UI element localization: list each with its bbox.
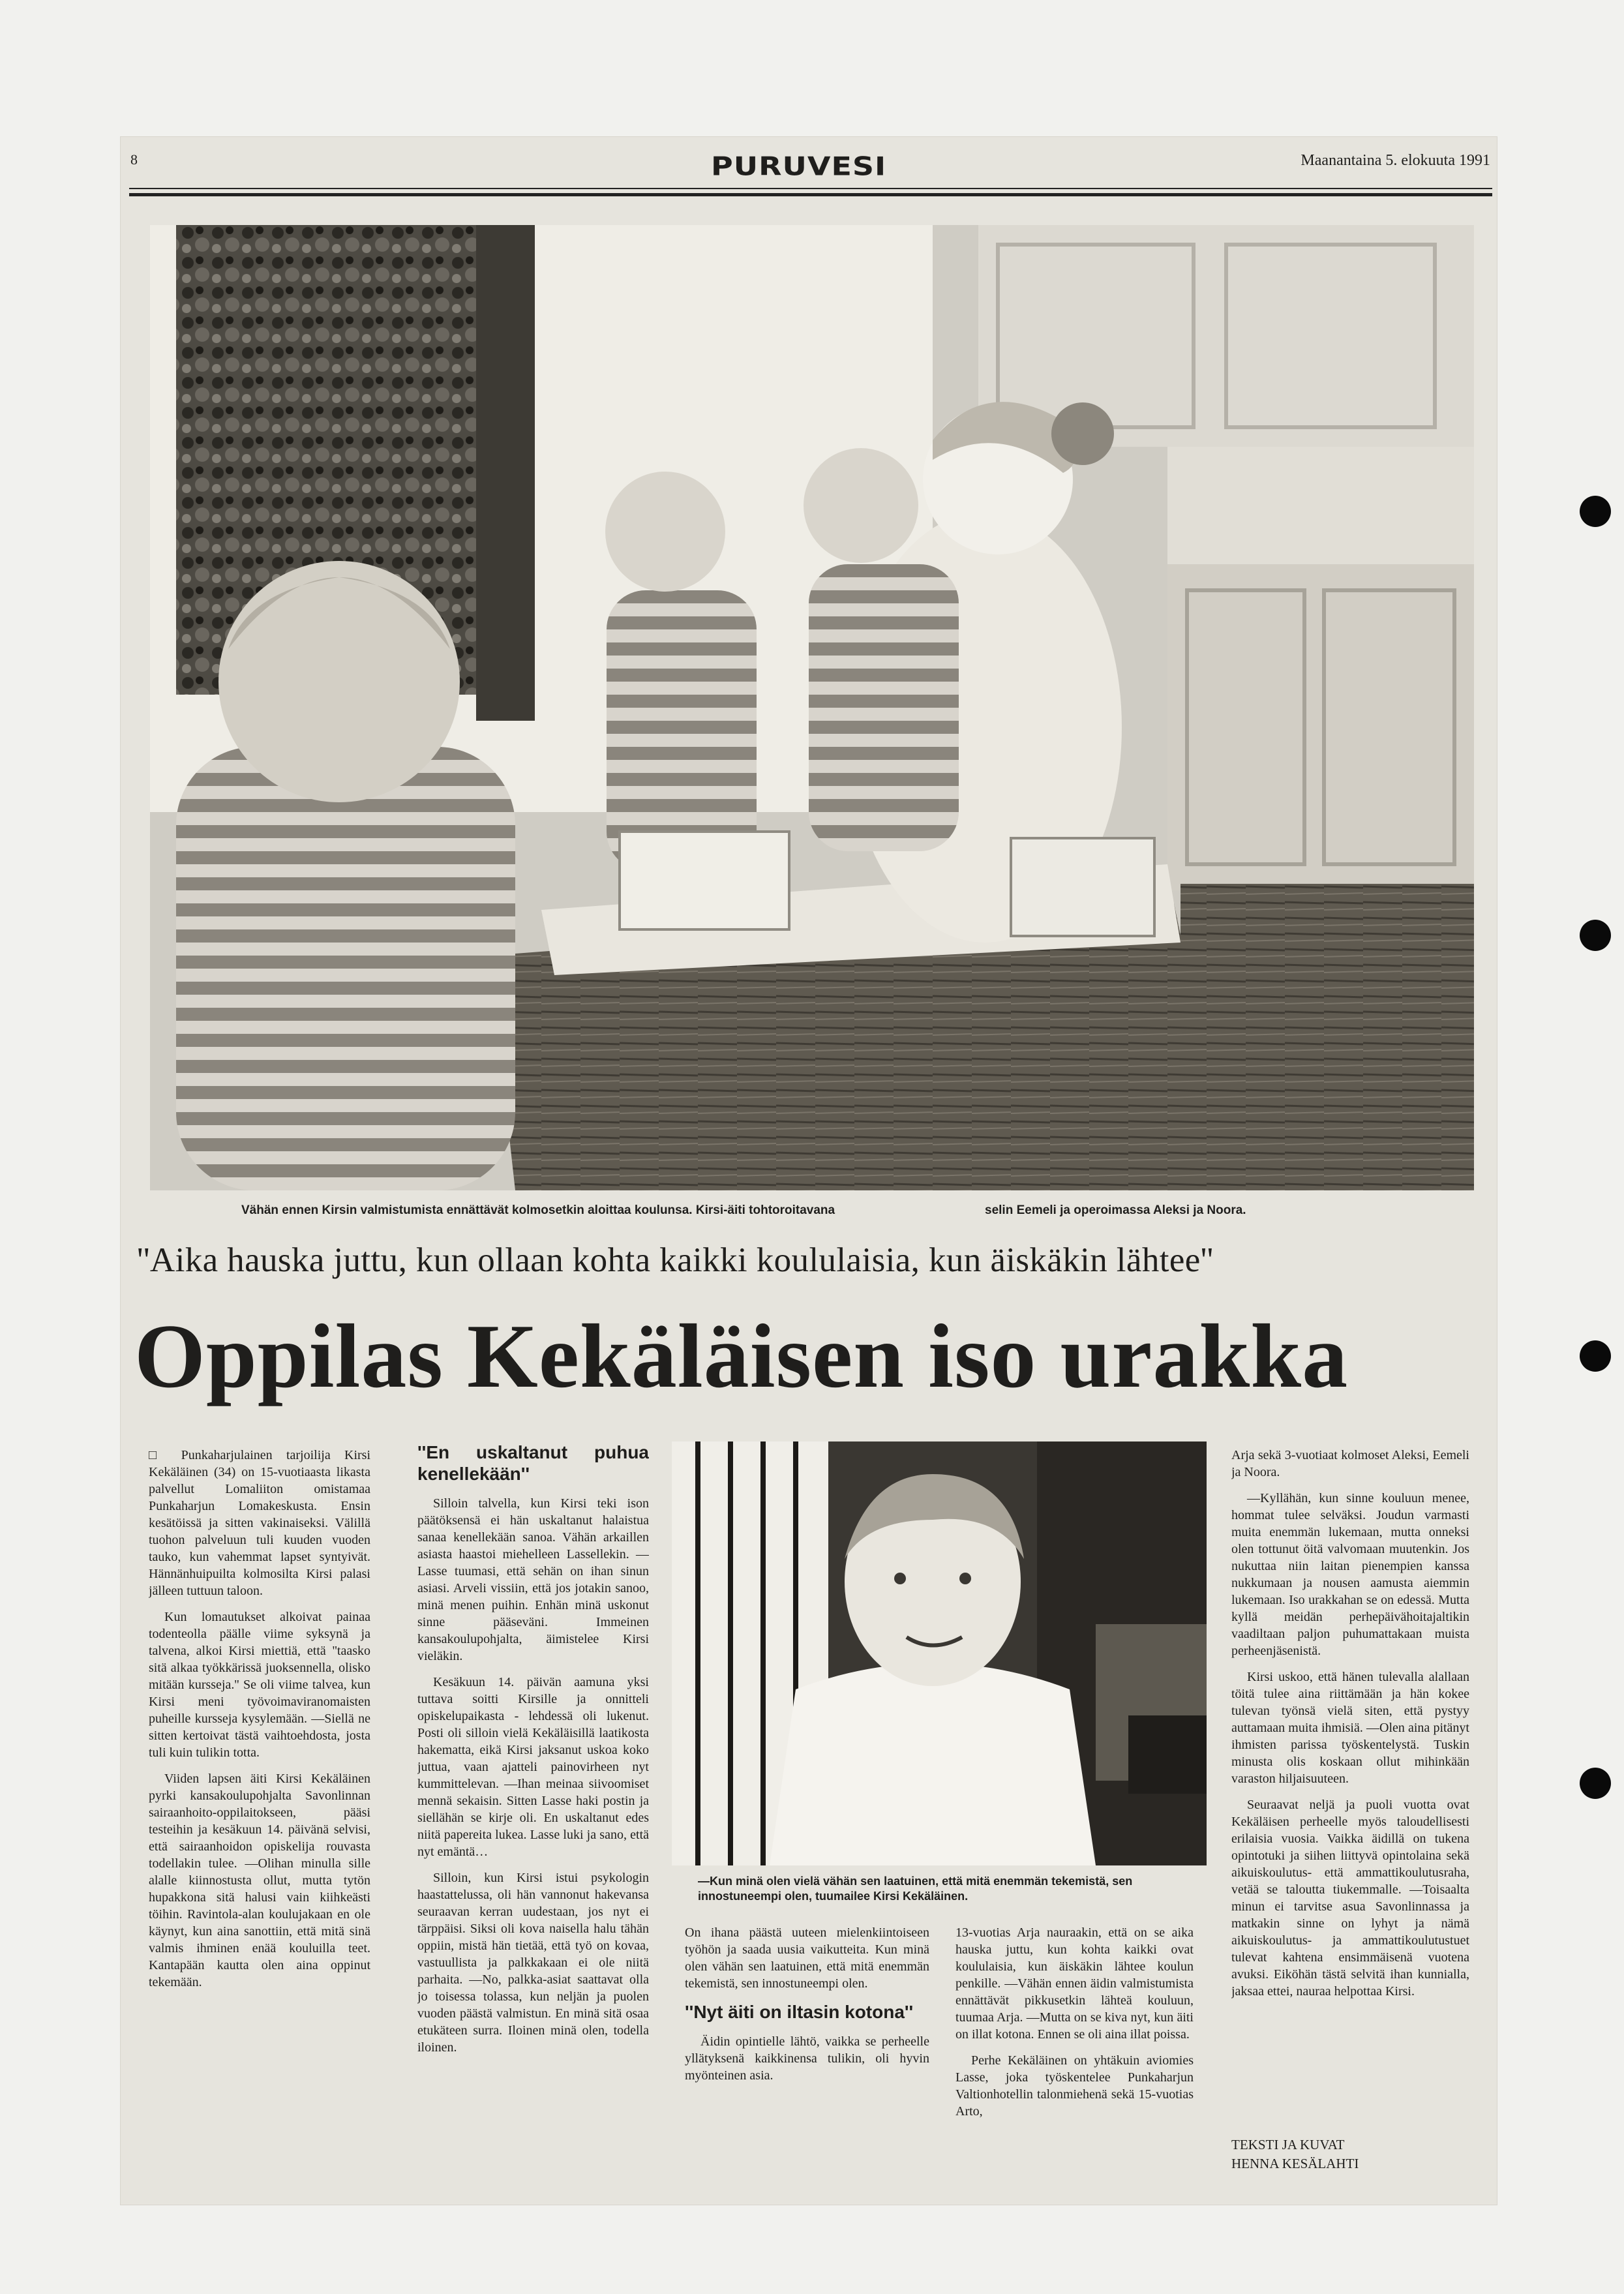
- credit-line: TEKSTI JA KUVAT: [1231, 2137, 1345, 2152]
- portrait-caption: —Kun minä olen vielä vähän sen laatuinen, että mitä enemmän tekemistä, sen innostuneempi olen, tuumailee Kirsi Kekäläinen.: [698, 1875, 1133, 1903]
- paragraph: Arja sekä 3-vuotiaat kolmoset Aleksi, Eemeli ja Noora.: [1231, 1448, 1469, 1479]
- issue-date: Maanantaina 5. elokuuta 1991: [1301, 152, 1490, 169]
- binder-hole: [1580, 920, 1611, 951]
- page-number: 8: [130, 151, 138, 168]
- main-photo: [150, 225, 1474, 1190]
- paper-masthead: PURUVESI: [711, 151, 887, 181]
- photo-caption-left: Vähän ennen Kirsin valmistumista ennättävät kolmosetkin aloittaa koulunsa. Kirsi-äiti tohtoroitavana: [241, 1203, 835, 1217]
- paragraph: —Kyllähän, kun sinne kouluun menee, hommat tulee selväksi. Joudun varmasti muita enemmän lukemaan, mutta onneksi olen tottunut öitä valvomaan muutenkin. Jos nukuttaa niin laitan pienempien kanssa nukkumaan ja nousen aamusta aiemmin lukemaan. Iso urakkahan se on edessä. Mutta kyllä meidän perhepäivähoitajaltikin vaadiltaan paljon puhumattakaan muista perheenjäsenistä.: [1231, 1491, 1469, 1658]
- headline: Oppilas Kekäläisen iso urakka: [134, 1306, 1349, 1407]
- binder-hole: [1580, 496, 1611, 527]
- paragraph: Viiden lapsen äiti Kirsi Kekäläinen pyrki kansakoulupohjalta Savonlinnan sairaanhoito-oppilaitokseen, pääsi testeihin ja kesäkuun 14. päivänä selvisi, että sairaanhoidon opiskelija rouvasta todellakin tulee. —Olihan minulla sille alalle kiinnostusta ollut, mutta tytön hupakkona sitä halusi vain kiihkeästi töihin. Ravintola-alan koulujakaan en ole käynyt, kun aina sanottiin, että mitä sinä valmis ihminen enää kouluilla teet. Kantapään kautta olen aina oppinut tekemään.: [149, 1772, 370, 1989]
- author-name: HENNA KESÄLAHTI: [1231, 2156, 1359, 2171]
- photo-caption-right: selin Eemeli ja operoimassa Aleksi ja Noora.: [985, 1203, 1246, 1217]
- paragraph: Kesäkuun 14. päivän aamuna yksi tuttava soitti Kirsille ja onnitteli opiskelupaikasta - lehdessä oli lukenut. Posti oli silloin vielä Kekäläisillä laatikosta hakematta, eikä Kirsi jaksanut uskoa koko juttua, vaan ajatteli painovirheen nyt kummittelevan. —Ihan meinaa siivoomiset mennä sekaisin. Sitten Lasse haki postin ja siellähän se kirje oli. En uskaltanut edes niitä papereita lukea. Lasse luki ja sano, että nyt emäntä…: [417, 1675, 649, 1860]
- paragraph: Kun lomautukset alkoivat painaa todenteolla päälle viime syksynä ja talvena, alkoi Kirsi miettiä, että ''taasko sitä alkaa työkkärissä juoksennella, olisko mitään kursseja.'' Se oli viime talvea, kun Kirsi meni työvoimaviranomaisten puheille kursseja kysylemään. —Siellä ne sitten kertoivat tästä vaihtoehdosta, josta tuli kuin tulikin totta.: [149, 1610, 370, 1760]
- binder-hole: [1580, 1340, 1611, 1372]
- article-column-5: [1231, 1447, 1469, 2119]
- portrait-photo: [672, 1441, 1207, 1865]
- article-column-4: [955, 1924, 1194, 2195]
- paragraph: Silloin talvella, kun Kirsi teki ison päätöksensä ei hän uskaltanut halaistua sanaa kenellekään sanoa. Vähän arkaillen asiasta haastoi miehelleen Lassellekin. —Lasse tuumasi, että sehän on ihan sinun asiasi. Arveli vissiin, että jos jotakin sanoo, minä menen puihin. Enhän minä uskonut sinne pääseväni. Immeinen kansakoulupohjalta, äimistelee Kirsi vieläkin.: [417, 1496, 649, 1664]
- paragraph: Seuraavat neljä ja puoli vuotta ovat Kekäläisen perheelle myös taloudellisesti erilaisia vuosia. Vaikka äidillä on tukena opintotuki ja siihen liittyvä opintolaina sekä aikuiskoulutus- että ammattikoulutusraha, vetää se taloutta tiukemmalle. —Toisaalta minun ei tarvitse asua Savonlinnassa ja matkakin sinne on lyhyt ja nämä aikuiskoulutus- ja ammattikoulutustuet tulevat kahtena ensimmäisenä vuotena avuksi. Eiköhän tästä selvitä ihan kunnialla, jaksaa ettei, nauraa helpottaa Kirsi.: [1231, 1798, 1469, 1999]
- article-column-3: [685, 1924, 929, 2195]
- article-column-2: [417, 1441, 649, 2195]
- paragraph: Silloin, kun Kirsi istui psykologin haastattelussa, oli hän vannonut hakevansa seuraavan kerran uudestaan, jos nyt ei tärppäisi. Siksi oli kova naisella halu tähän oppiin, mistä hän tietää, että työ on kovaa, vastuullista ja palkkakaan ei ole niitä parhaita. —No, palkka-asiat saattavat olla jo toisessa tolassa, kun neljän ja puolen vuoden päästä valmistun. En minä sitä osaa etukäteen surra. Iloinen minä olen, todella iloinen.: [417, 1871, 649, 2055]
- binder-hole: [1580, 1768, 1611, 1799]
- subheading: ''Nyt äiti on iltasin kotona'': [685, 2002, 914, 2022]
- paragraph: Kirsi uskoo, että hänen tulevalla alallaan töitä tulee aina riittämään ja hän kokee tulevan työnsä vielä siten, että pystyy auttamaan muita ihmisiä. —Olen aina pitänyt ihmisten parissa työskentelystä. Tuskin minusta olis koskaan ollut mihinkään varaston hiljaisuuteen.: [1231, 1670, 1469, 1786]
- paragraph: On ihana päästä uuteen mielenkiintoiseen työhön ja saada uusia vaikutteita. Kun minä olen vähän sen laatuinen, että mitä enemmän tekemistä, sen innostuneempi olen.: [685, 1925, 929, 1991]
- article-column-1: [149, 1447, 370, 2194]
- subheading: ''En uskaltanut puhua kenellekään'': [417, 1442, 649, 1485]
- pull-quote: ''Aika hauska juttu, kun ollaan kohta kaikki koululaisia, kun äiskäkin lähtee'': [137, 1241, 1214, 1279]
- masthead-rule: [129, 188, 1492, 189]
- paragraph: Äidin opintielle lähtö, vaikka se perheelle yllätyksenä kaikkinensa tulikin, oli hyvin myönteinen asia.: [685, 2034, 929, 2083]
- paragraph: 13-vuotias Arja nauraakin, että on se aika hauska juttu, kun kohta kaikki ovat koululaisia, kun äiskäkin lähtee koulun penkille. —Vähän ennen äidin valmistumista ennättävät pikkusetkin lähteä kouluun, tuumaa Arja. —Mutta on se kiva nyt, kun äiti on illat kotona. Ennen se oli aina illat poissa.: [955, 1925, 1194, 2042]
- portrait-illustration: [672, 1441, 1207, 1865]
- paragraph: Perhe Kekäläinen on yhtäkuin aviomies Lasse, joka työskentelee Punkaharjun Valtionhotellin talonmiehenä sekä 15-vuotias Arto,: [955, 2053, 1194, 2119]
- family-kitchen-illustration: [150, 225, 1474, 1190]
- paragraph: □ Punkaharjulainen tarjoilija Kirsi Kekäläinen (34) on 15-vuotiaasta likasta palvellut Lomaliiton omistamaa Punkaharjun Lomakeskusta. Ensin kesätöissä ja sitten vakinaiseksi. Välillä tuohon palveluun tuli kuuden vuoden tauko, kun vahemmat lapset syntyivät. Hännänhuipuilta kolmosilta Kirsi palasi jälleen tuttuun taloon.: [149, 1448, 370, 1598]
- masthead-rule-thick: [129, 193, 1492, 196]
